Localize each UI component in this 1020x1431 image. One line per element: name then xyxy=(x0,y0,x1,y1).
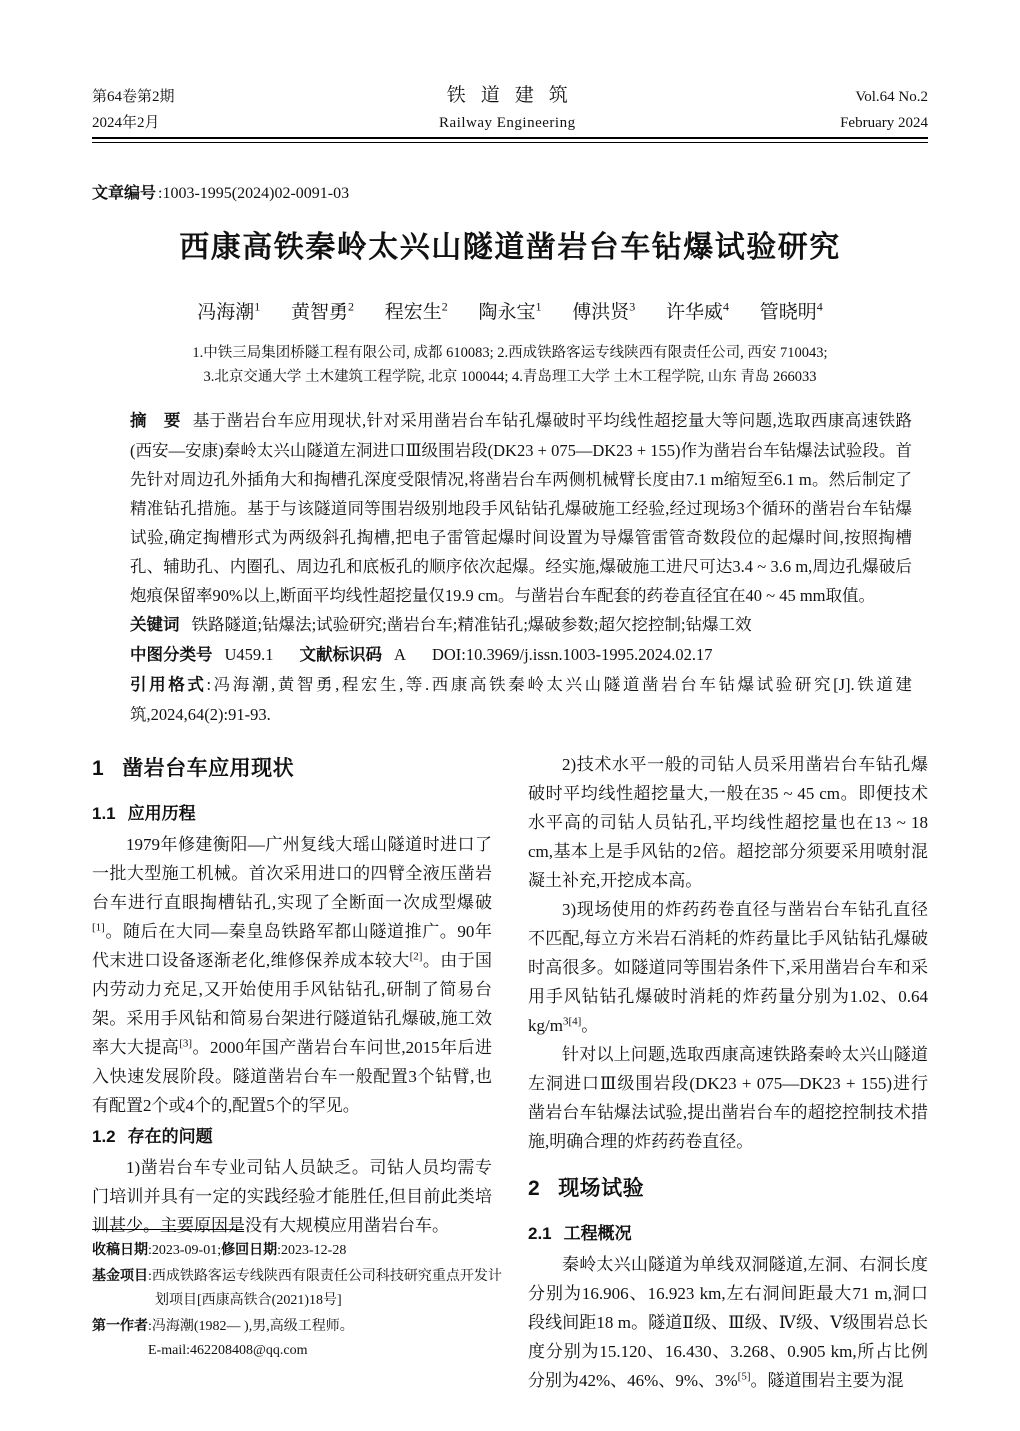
running-head xyxy=(92,84,928,136)
author-name: 许华威 xyxy=(666,302,724,323)
journal-issue-cn: 第64卷第2期 xyxy=(92,89,175,105)
author xyxy=(759,299,823,323)
front-matter xyxy=(130,406,912,729)
footnote-email: E-mail:462208408@qq.com xyxy=(148,1343,308,1358)
author-name: 傅洪贤 xyxy=(572,302,630,323)
keywords xyxy=(130,610,912,640)
journal-date-en: February 2024 xyxy=(840,115,928,131)
keywords-label: 关键词 xyxy=(130,616,180,634)
section-title: 凿岩台车应用现状 xyxy=(122,757,295,780)
article-number-value: :1003-1995(2024)02-0091-03 xyxy=(158,185,350,202)
article-number xyxy=(92,180,349,203)
first-page-footnote xyxy=(92,1229,502,1363)
author xyxy=(197,299,261,323)
paragraph-segment: 。 xyxy=(581,1016,599,1035)
running-head-center xyxy=(432,84,583,132)
section-number: 2 xyxy=(528,1177,541,1200)
section-1-heading xyxy=(92,754,492,783)
page-title: 西康高铁秦岭太兴山隧道凿岩台车钻爆试验研究 xyxy=(179,231,841,264)
paragraph-segment: 。隧道围岩主要为混 xyxy=(750,1371,904,1390)
received-date-label: 收稿日期 xyxy=(92,1241,148,1257)
paragraph-segment: 。2000年国产凿岩台车问世,2015年后进入快速发展阶段。隧道凿岩台车一般配置3个钻臂,也有配置2个或4个的,配置5个的罕见。 xyxy=(92,1038,493,1115)
author-line xyxy=(0,297,1020,324)
affiliations xyxy=(0,341,1020,389)
running-head-left xyxy=(92,84,175,136)
author-name: 冯海潮 xyxy=(197,302,255,323)
section-1-2-heading xyxy=(92,1122,492,1151)
section-1-1-heading xyxy=(92,799,492,828)
citation xyxy=(130,670,912,729)
paragraph-segment: 秦岭太兴山隧道为单线双洞隧道,左洞、右洞长度分别为16.906、16.923 km,左右洞间距最大71 m,洞口段线间距18 m。隧道Ⅱ级、Ⅲ级、Ⅳ级、Ⅴ级围岩总长度分别为15.120、16.430、3.268、0.905 km,所占比例分别为42%、46%、9%、3% xyxy=(528,1255,928,1390)
running-head-right xyxy=(840,84,928,136)
received-date-value: :2023-09-01; xyxy=(148,1243,222,1258)
journal-vol-en: Vol.64 No.2 xyxy=(855,89,928,105)
author-affiliation-sup: 1 xyxy=(535,299,542,314)
fund-label: 基金项目 xyxy=(92,1267,148,1283)
paragraph-segment: 3)现场使用的炸药药卷直径与凿岩台车钻孔直径不匹配,每立方米岩石消耗的炸药量比手风钻钻孔爆破时高很多。如隧道同等围岩条件下,采用凿岩台车和采用手风钻钻孔爆破时消耗的炸药量分别为1.02、0.64 kg/m xyxy=(528,900,928,1035)
revised-date-label: 修回日期 xyxy=(221,1241,278,1257)
subsection-number: 2.1 xyxy=(528,1224,552,1243)
paragraph-overview xyxy=(528,1250,928,1395)
article-number-label: 文章编号 xyxy=(92,185,157,202)
paragraph-segment: 。由于国内劳动力充足,又开始使用手风钻钻孔,研制了简易台架。采用手风钻和简易台架进行隧道钻孔爆破,施工效率大大提高 xyxy=(92,951,493,1057)
doi: DOI:10.3969/j.issn.1003-1995.2024.02.17 xyxy=(431,645,713,664)
author-name: 黄智勇 xyxy=(290,302,348,323)
section-2-heading xyxy=(528,1174,928,1203)
right-column xyxy=(528,750,928,1395)
author-affiliation-sup: 1 xyxy=(254,299,261,314)
first-author-label: 第一作者 xyxy=(92,1317,148,1333)
footnote-first-author xyxy=(92,1313,502,1339)
citation-label: 引用格式 xyxy=(130,676,207,694)
paragraph-problem-2: 2)技术水平一般的司钻人员采用凿岩台车钻孔爆破时平均线性超挖量大,一般在35 ~ 45 cm。即便技术水平高的司钻人员钻孔,平均线性超挖量也在13 ~ 18 cm,基本上是手风钻的2倍。超挖部分须要采用喷射混凝土补充,开挖成本高。 xyxy=(528,755,928,890)
author-affiliation-sup: 4 xyxy=(816,299,823,314)
reference-marker: 3[4] xyxy=(562,1015,582,1028)
author xyxy=(384,299,448,323)
author-name: 管晓明 xyxy=(759,302,817,323)
paragraph-history xyxy=(92,830,492,1120)
section-number: 1 xyxy=(92,757,105,780)
author-affiliation-sup: 3 xyxy=(629,299,636,314)
affiliation-line: 1.中铁三局集团桥隧工程有限公司, 成都 610083; 2.西成铁路客运专线陕西有限责任公司, 西安 710043; xyxy=(192,345,828,361)
fund-value: :西成铁路客运专线陕西有限责任公司科技研究重点开发计划项目[西康高铁合(2021)18号] xyxy=(148,1269,502,1308)
footnote-dates xyxy=(92,1237,502,1263)
author xyxy=(666,299,730,323)
abstract-text: 基于凿岩台车应用现状,针对采用凿岩台车钻孔爆破时平均线性超挖量大等问题,选取西康高速铁路(西安—安康)秦岭太兴山隧道左洞进口Ⅲ级围岩段(DK23 + 075—DK23 + 155)作为凿岩台车钻爆法试验段。首先针对周边孔外插角大和掏槽孔深度受限情况,将凿岩台车两侧机械臂长度由7.1 m缩短至6.1 m。然后制定了精准钻孔措施。基于与该隧道同等围岩级别地段手风钻钻孔爆破施工经验,经过现场3个循环的凿岩台车钻爆试验,确定掏槽形式为两级斜孔掏槽,把电子雷管起爆时间设置为导爆管雷管奇数段位的起爆时间,按照掏槽孔、辅助孔、内圈孔、周边孔和底板孔的顺序依次起爆。经实施,爆破施工进尺可达3.4 ~ 3.6 m,周边孔爆破后炮痕保留率90%以上,断面平均线性超挖量仅19.9 cm。与凿岩台车配套的药卷直径宜在40 ~ 45 mm取值。 xyxy=(130,411,913,605)
author-affiliation-sup: 2 xyxy=(347,299,354,314)
reference-marker: [2] xyxy=(409,950,423,963)
section-title: 现场试验 xyxy=(558,1177,645,1200)
first-author-value: :冯海潮(1982— ),男,高级工程师。 xyxy=(148,1319,354,1334)
header-double-rule xyxy=(92,137,928,143)
subsection-number: 1.2 xyxy=(92,1127,116,1146)
footnote-separator xyxy=(92,1229,244,1230)
paragraph-problem-3 xyxy=(528,895,928,1040)
doc-code-value: A xyxy=(394,645,406,664)
journal-title-en: Railway Engineering xyxy=(439,115,576,131)
author-name: 陶永宝 xyxy=(478,302,536,323)
clc-value: U459.1 xyxy=(224,645,274,664)
author-name: 程宏生 xyxy=(384,302,442,323)
subsection-title: 应用历程 xyxy=(127,804,196,823)
reference-marker: [1] xyxy=(92,921,105,934)
abstract-label: 摘 要 xyxy=(130,412,181,430)
reference-marker: [5] xyxy=(737,1370,751,1383)
section-2-1-heading xyxy=(528,1219,928,1248)
citation-text: :冯海潮,黄智勇,程宏生,等.西康高铁秦岭太兴山隧道凿岩台车钻爆试验研究[J].铁道建筑,2024,64(2):91-93. xyxy=(130,675,913,724)
author xyxy=(290,299,354,323)
reference-marker: [3] xyxy=(179,1037,193,1050)
clc-label: 中图分类号 xyxy=(130,646,213,664)
subsection-title: 存在的问题 xyxy=(127,1127,213,1146)
author xyxy=(572,299,636,323)
abstract xyxy=(130,406,912,610)
subsection-number: 1.1 xyxy=(92,804,116,823)
author xyxy=(478,299,542,323)
revised-date-value: :2023-12-28 xyxy=(277,1243,347,1258)
paragraph-aim: 针对以上问题,选取西康高速铁路秦岭太兴山隧道左洞进口Ⅲ级围岩段(DK23 + 075—DK23 + 155)进行凿岩台车钻爆法试验,提出凿岩台车的超挖控制技术措施,明确合理的炸药药卷直径。 xyxy=(528,1045,928,1151)
paragraph-segment: 。随后在大同—秦皇岛铁路军都山隧道推广。90年代末进口设备逐渐老化,维修保养成本较大 xyxy=(92,922,492,970)
keywords-text: 铁路隧道;钻爆法;试验研究;凿岩台车;精准钻孔;爆破参数;超欠挖控制;钻爆工效 xyxy=(191,615,752,634)
doc-code-label: 文献标识码 xyxy=(299,646,383,664)
paragraph-problem-1: 1)凿岩台车专业司钻人员缺乏。司钻人员均需专门培训并具有一定的实践经验才能胜任,但目前此类培训甚少。主要原因是没有大规模应用凿岩台车。 xyxy=(92,1158,492,1235)
affiliation-line: 3.北京交通大学 土木建筑工程学院, 北京 100044; 4.青岛理工大学 土木工程学院, 山东 青岛 266033 xyxy=(203,369,817,385)
journal-title-cn: 铁道建筑 xyxy=(446,85,583,106)
classification-line xyxy=(130,640,912,670)
subsection-title: 工程概况 xyxy=(563,1224,632,1243)
author-affiliation-sup: 2 xyxy=(441,299,448,314)
journal-date-cn: 2024年2月 xyxy=(92,115,160,131)
paragraph-segment: 1979年修建衡阳—广州复线大瑶山隧道时进口了一批大型施工机械。首次采用进口的四臂全液压凿岩台车进行直眼掏槽钻孔,实现了全断面一次成型爆破 xyxy=(92,835,492,912)
footnote-fund xyxy=(92,1263,502,1313)
author-affiliation-sup: 4 xyxy=(723,299,730,314)
